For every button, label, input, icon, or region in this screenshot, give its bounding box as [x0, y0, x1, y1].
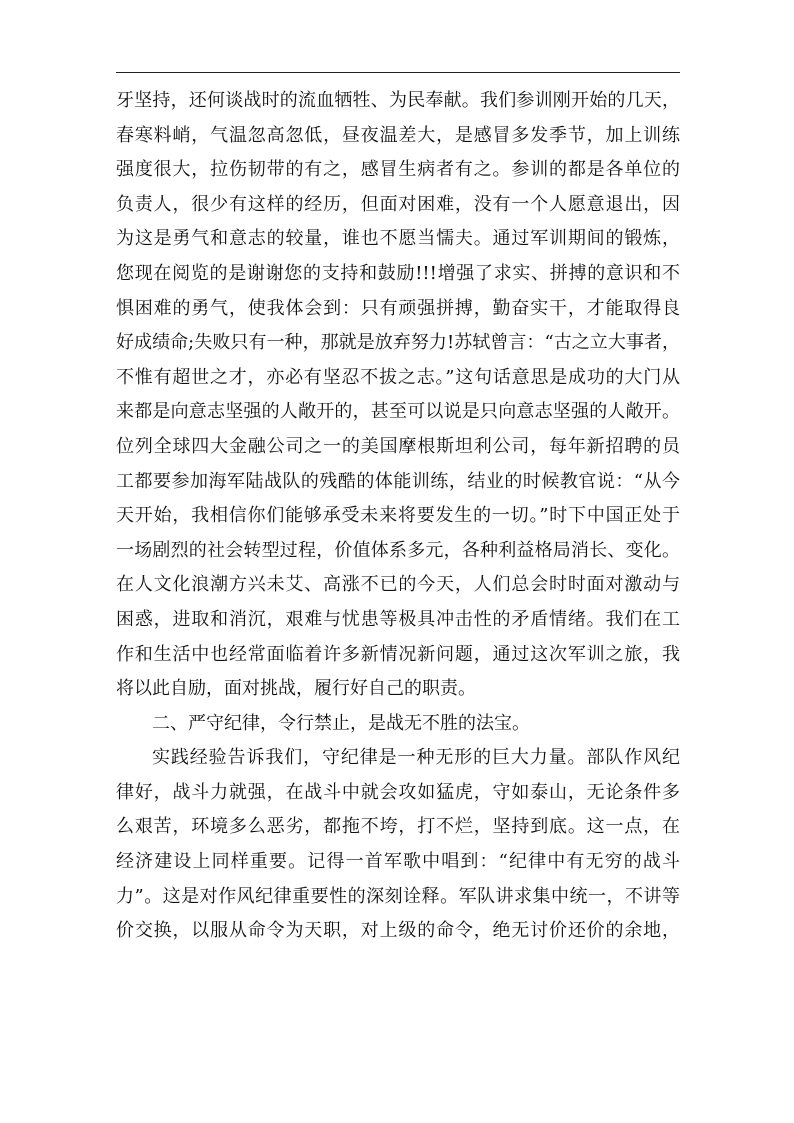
text-line: 实践经验告诉我们，守纪律是一种无形的巨大力量。部队作风纪 [152, 747, 680, 769]
paragraph-3 [116, 741, 680, 949]
document-body [116, 84, 680, 949]
text-line: 力”。这是对作风纪律重要性的深刻诠释。军队讲求集中统一，不讲等 [116, 885, 680, 907]
text-line: 么艰苦，环境多么恶劣，都拖不垮，打不烂，坚持到底。这一点，在 [116, 816, 680, 838]
text-line: 经济建设上同样重要。记得一首军歌中唱到：“纪律中有无穷的战斗 [116, 851, 680, 873]
text-line: 作和生活中也经常面临着许多新情况新问题，通过这次军训之旅，我 [116, 643, 680, 665]
text-line: 位列全球四大金融公司之一的美国摩根斯坦利公司，每年新招聘的员 [116, 435, 680, 457]
paragraph-1 [116, 84, 680, 707]
text-line: 牙坚持，还何谈战时的流血牺牲、为民奉献。我们参训刚开始的几天， [116, 90, 680, 111]
text-line: 您现在阅览的是谢谢您的支持和鼓励!!!增强了求实、拼搏的意识和不 [116, 262, 680, 284]
text-line: 来都是向意志坚强的人敞开的，甚至可以说是只向意志坚强的人敞开。 [116, 401, 680, 423]
text-line: 不惟有超世之才，亦必有坚忍不拔之志。”这句话意思是成功的大门从 [116, 366, 680, 388]
section-heading [116, 707, 680, 742]
text-line: 困惑，进取和消沉，艰难与忧患等极具冲击性的矛盾情绪。我们在工 [116, 608, 680, 630]
text-line: 工都要参加海军陆战队的残酷的体能训练，结业的时候教官说：“从今 [116, 470, 680, 492]
text-line: 负责人，很少有这样的经历，但面对困难，没有一个人愿意退出，因 [116, 193, 680, 215]
text-line: 价交换，以服从命令为天职，对上级的命令，绝无讨价还价的余地， [116, 920, 680, 942]
text-line: 一场剧烈的社会转型过程，价值体系多元，各种利益格局消长、变化。 [116, 539, 680, 561]
text-line: 天开始，我相信你们能够承受未来将要发生的一切。”时下中国正处于 [116, 505, 680, 527]
text-line: 好成绩命;失败只有一种，那就是放弃努力!苏轼曾言：“古之立大事者， [116, 332, 680, 354]
text-line: 律好，战斗力就强，在战斗中就会攻如猛虎，守如泰山，无论条件多 [116, 781, 680, 803]
section-heading-text: 二、严守纪律，令行禁止，是战无不胜的法宝。 [152, 712, 530, 734]
text-line: 惧困难的勇气，使我体会到：只有顽强拼搏，勤奋实干，才能取得良 [116, 297, 680, 319]
text-line: 强度很大，拉伤韧带的有之，感冒生病者有之。参训的都是各单位的 [116, 159, 680, 181]
text-line: 为这是勇气和意志的较量，谁也不愿当懦夫。通过军训期间的锻炼， [116, 228, 680, 250]
text-line: 春寒料峭，气温忽高忽低，昼夜温差大，是感冒多发季节，加上训练 [116, 124, 680, 146]
text-line: 将以此自励，面对挑战，履行好自己的职责。 [116, 678, 476, 700]
header-rule [116, 72, 680, 73]
text-line: 在人文化浪潮方兴未艾、高涨不已的今天，人们总会时时面对激动与 [116, 574, 680, 596]
